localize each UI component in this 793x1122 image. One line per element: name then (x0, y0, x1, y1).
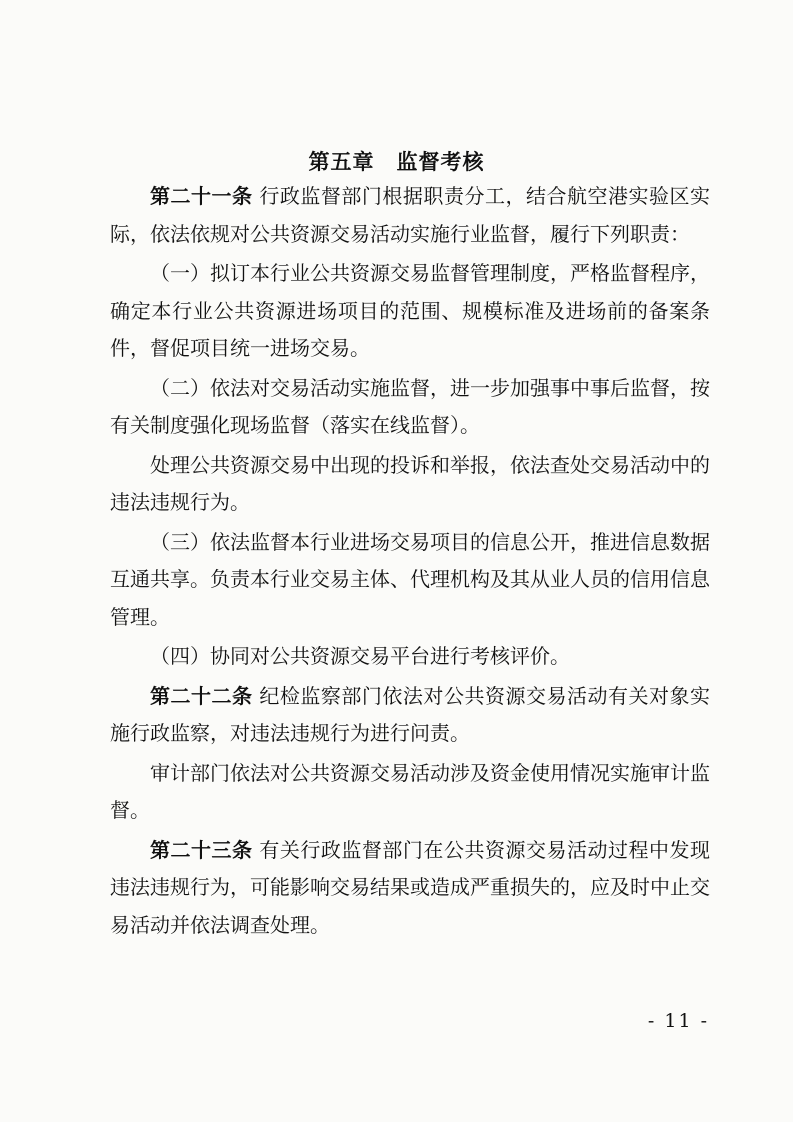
paragraph (110, 255, 710, 368)
paragraph-text: （四）协同对公共资源交易平台进行考核评价。 (150, 644, 570, 668)
paragraph-text: 审计部门依法对公共资源交易活动涉及资金使用情况实施审计监督。 (110, 760, 710, 822)
chapter-title: 第五章 监督考核 (308, 149, 485, 174)
paragraph (110, 638, 710, 676)
paragraph (110, 678, 710, 753)
paragraph-text: 纪检监察部门依法对公共资源交易活动有关对象实施行政监察，对违法违规行为进行问责。 (110, 683, 711, 745)
article-number: 第二十二条 (150, 683, 253, 708)
paragraph (110, 447, 710, 522)
paragraph-text: 处理公共资源交易中出现的投诉和举报，依法查处交易活动中的违法违规行为。 (110, 452, 710, 514)
paragraph-text: （一）拟订本行业公共资源交易监督管理制度，严格监督程序，确定本行业公共资源进场项目的范围、规模标准及进场前的备案条件，督促项目统一进场交易。 (110, 261, 710, 360)
article-number: 第二十三条 (150, 837, 253, 862)
page-number: - 11 - (647, 1010, 709, 1032)
paragraph (110, 524, 710, 637)
paragraph (110, 755, 710, 830)
document-body (110, 178, 710, 946)
paragraph-text: 行政监督部门根据职责分工，结合航空港实验区实际，依法依规对公共资源交易活动实施行业监督，履行下列职责： (110, 184, 711, 246)
paragraph (110, 178, 710, 253)
article-number: 第二十一条 (150, 184, 253, 208)
paragraph-text: （三）依法监督本行业进场交易项目的信息公开，推进信息数据互通共享。负责本行业交易主体、代理机构及其从业人员的信用信息管理。 (110, 529, 710, 629)
paragraph-text: 有关行政监督部门在公共资源交易活动过程中发现违法违规行为，可能影响交易结果或造成严重损失的，应及时中止交易活动并依法调查处理。 (110, 837, 711, 937)
paragraph (110, 370, 710, 445)
paragraph (110, 832, 710, 945)
paragraph-text: （二）依法对交易活动实施监督，进一步加强事中事后监督，按有关制度强化现场监督（落实在线监督）。 (110, 375, 710, 437)
